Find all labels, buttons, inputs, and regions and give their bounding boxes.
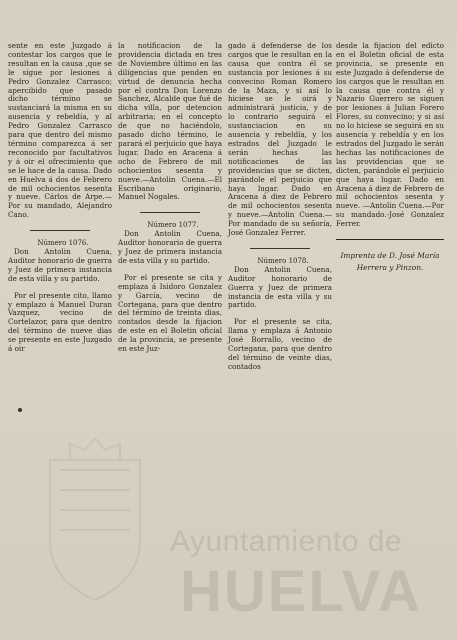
printer-credit-line: Imprenta de D. José María bbox=[340, 251, 440, 261]
separator-rule bbox=[250, 248, 310, 249]
paragraph: sente en este Juzgado á contestar los cargos que le resultan en la causa ,que se le sigue por lesiones á Pedro Gonzalez Carrasco; apercibido que pasado dicho término se sustanciará la misma en su ausencia y rebeldía, y al Pedro Gonzalez Carrasco para que dentro del mismo término comparezca á ser reconocido por facultativos y á oir el ofrecimiento que se le hace de la causa. Dado en Huelva á dos de Febrero de mil ochocientos sesenta y nueve. Cárlos de Arpe.—Por su mandado, Alejandro Cano. bbox=[8, 41, 112, 220]
paragraph: Don Antolin Cuena, Auditor honorario de guerra y Juez de primera instancia de esta villa y su partido. bbox=[8, 247, 112, 283]
paragraph: la notificacion de la providencia dictada en tres de Noviembre último en las diligencias que penden en virtud de denuncia hecha por el contra Don Lorenzo Sanchez, Alcalde que fué de dicha villa, por detencion arbitraria; en el concepto de que no haciéndolo, pasado dicho término, le parará el perjuicio que haya lugar. Dado en Aracena á ocho de Febrero de mil ochocientos sesenta y nueve.—Antolin Cuena.—El Escribano originario, Manuel Nogales. bbox=[118, 41, 222, 202]
separator-rule bbox=[30, 230, 90, 231]
text-column-2 bbox=[118, 42, 222, 354]
notice-number: Número 1077. bbox=[147, 221, 199, 230]
text-column-4 bbox=[336, 42, 444, 274]
watermark-text-line1: Ayuntamiento de bbox=[170, 525, 403, 558]
paragraph: Por el presente se cita y emplaza á Isidoro Gonzalez y García, vecino de Cortegana, para que dentro del término de treinta dias, contados desde la fijacion de este en el Boletin oficial de la provincia, se presente en este Juz- bbox=[118, 272, 222, 354]
paragraph: Don Antolin Cuena, Auditor honorario de guerra y Juez de primera instancia de esta villa y su partido. bbox=[118, 229, 222, 265]
printer-credit-line: Herrera y Pinzon. bbox=[356, 263, 424, 273]
paragraph: Don Antolin Cuena, Auditor honorario de Guerra y Juez de primera instancia de esta villa y su partido. bbox=[228, 264, 332, 310]
text-column-3 bbox=[228, 42, 332, 372]
paragraph: Por el presente se cita, llama y emplaza á Antonio José Borrallo, vecino de Cortegana, para que dentro del término de veinte dias, contados bbox=[228, 317, 332, 371]
ink-spot bbox=[18, 408, 22, 412]
paragraph: gado á defenderse de los cargos que le resultan en la causa que contra él se sustancia por lesiones á su convecino Roman Romero de la Maza, y si así lo hiciese se le oirá y administrará justicia, y de lo contrario seguirá el sustanciacion en su ausencia y rebeldía, y los estrados del Juzgado le serán hechas las notificaciones de las providencias que se dicten, parándole el perjuicio que haya lugar. Dado en Aracena á diez de Febrero de mil ochocientos sesenta y nueve.—Antolin Cuena.—Por mandado de su señoría, José Gonzalez Ferrer. bbox=[228, 41, 332, 238]
text-column-1 bbox=[8, 42, 112, 354]
paragraph: Por el presente cito, llamo y emplazo á Manuel Duran Vazquez, vecino de Cortelazor, para que dentro del término de nueve dias se presente en este Juzgado á oir bbox=[8, 290, 112, 354]
notice-number: Número 1076. bbox=[37, 239, 89, 248]
separator-rule bbox=[140, 212, 200, 213]
watermark-text-line2: HUELVA bbox=[180, 559, 422, 624]
printer-credit bbox=[336, 250, 444, 274]
paragraph: desde la fijacion del edicto en el Boletin oficial de esta provincia, se presente en este Juzgado á defenderse de los cargos que le resultan en la causa que contra él y Nazario Guerrero se siguen por lesiones á Julian Forero Flores, su convecino; y si así no lo hiciese se seguirá en su ausencia y rebeldía y en los estrados del Juzgado le serán hechas las notificaciones de las providencias que se dicten, parándole el perjuicio que haya lugar. Dado en Aracena á diez de Febrero de mil ochocientos sesenta y nueve. —Antolin Cuena.—Por su mandado.-José Gonzalez Ferrer. bbox=[336, 41, 444, 229]
notice-number: Número 1078. bbox=[257, 256, 309, 265]
section-rule bbox=[336, 239, 444, 240]
